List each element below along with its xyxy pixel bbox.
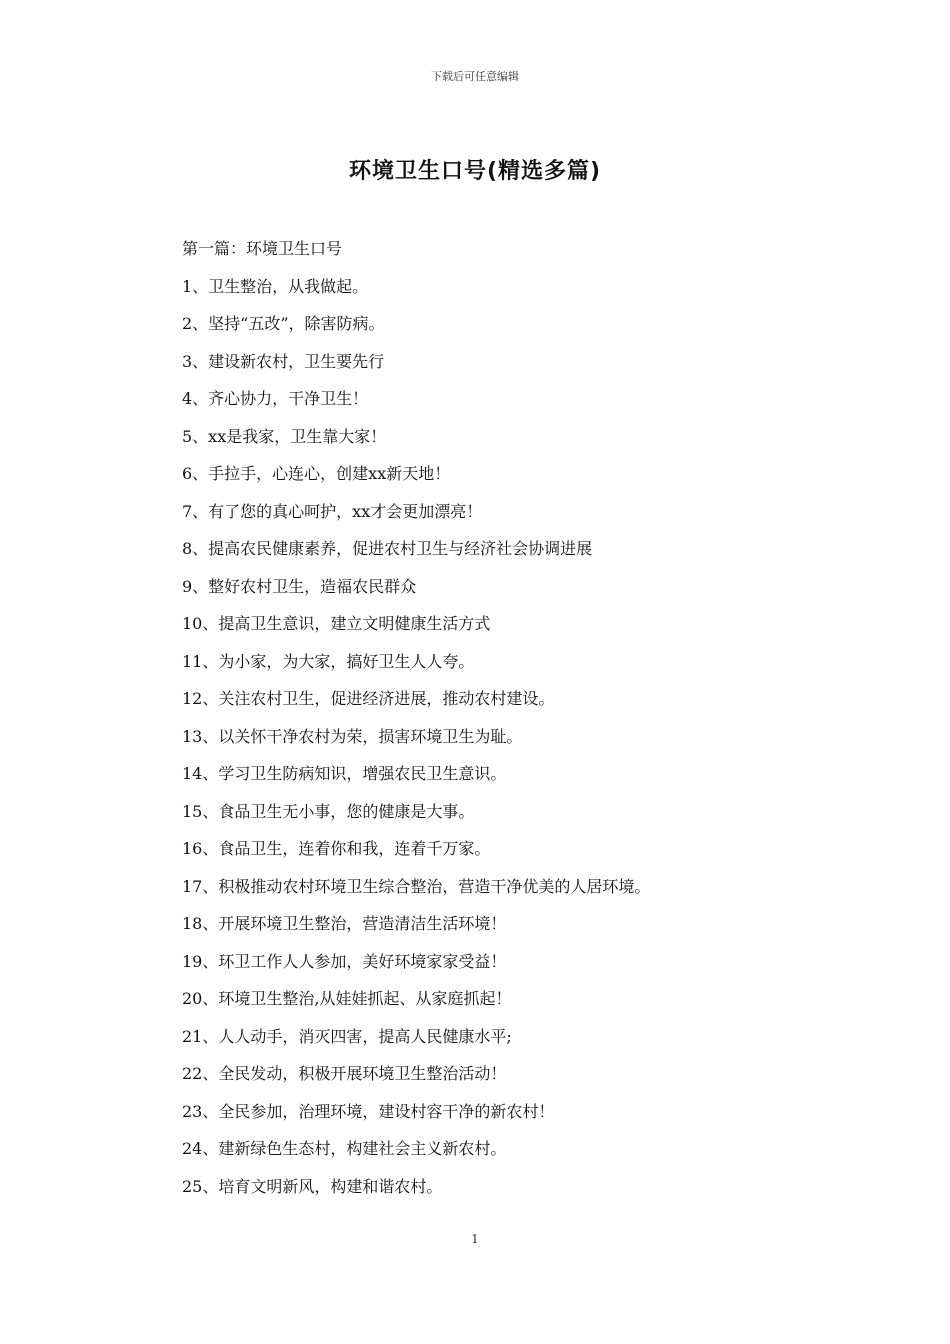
slogan-item: 7、有了您的真心呵护，xx才会更加漂亮！ bbox=[182, 501, 483, 521]
slogan-item: 4、齐心协力，干净卫生！ bbox=[182, 389, 369, 408]
slogan-item: 1、卫生整治，从我做起。 bbox=[182, 276, 369, 296]
slogan-item: 24、建新绿色生态村，构建社会主义新农村。 bbox=[182, 1139, 507, 1158]
slogan-item: 10、提高卫生意识，建立文明健康生活方式 bbox=[182, 614, 491, 633]
page-number: 1 bbox=[471, 1232, 479, 1246]
slogan-item: 13、以关怀干净农村为荣，损害环境卫生为耻。 bbox=[182, 726, 523, 746]
slogan-item: 15、食品卫生无小事，您的健康是大事。 bbox=[182, 801, 475, 821]
slogan-item: 17、积极推动农村环境卫生综合整治，营造干净优美的人居环境。 bbox=[182, 876, 651, 896]
slogan-item: 18、开展环境卫生整治，营造清洁生活环境！ bbox=[182, 914, 507, 933]
slogan-item: 25、培育文明新风，构建和谐农村。 bbox=[182, 1176, 443, 1196]
slogan-item: 21、人人动手，消灭四害，提高人民健康水平; bbox=[182, 1026, 512, 1046]
slogan-item: 8、提高农民健康素养，促进农村卫生与经济社会协调进展 bbox=[182, 539, 593, 558]
slogan-item: 5、xx是我家，卫生靠大家！ bbox=[182, 426, 387, 446]
slogan-item: 6、手拉手，心连心，创建xx新天地！ bbox=[182, 464, 451, 483]
slogan-item: 19、环卫工作人人参加，美好环境家家受益！ bbox=[182, 951, 507, 971]
slogan-item: 20、环境卫生整治,从娃娃抓起、从家庭抓起！ bbox=[182, 989, 512, 1008]
slogan-item: 22、全民发动，积极开展环境卫生整治活动！ bbox=[182, 1064, 507, 1083]
document-body bbox=[182, 234, 782, 1209]
slogan-item: 2、坚持“五改”，除害防病。 bbox=[182, 314, 385, 333]
section-heading: 第一篇：环境卫生口号 bbox=[182, 239, 343, 258]
slogan-item: 14、学习卫生防病知识，增强农民卫生意识。 bbox=[182, 764, 507, 783]
slogan-item: 11、为小家，为大家，搞好卫生人人夸。 bbox=[182, 651, 475, 671]
page-header: 下载后可任意编辑 bbox=[431, 70, 519, 83]
slogan-item: 12、关注农村卫生，促进经济进展，推动农村建设。 bbox=[182, 689, 555, 708]
slogan-item: 3、建设新农村，卫生要先行 bbox=[182, 351, 385, 371]
document-title: 环境卫生口号(精选多篇) bbox=[348, 159, 602, 184]
slogan-item: 23、全民参加，治理环境，建设村容干净的新农村！ bbox=[182, 1101, 555, 1121]
slogan-list bbox=[182, 272, 782, 1210]
slogan-item: 9、整好农村卫生，造福农民群众 bbox=[182, 576, 417, 596]
slogan-item: 16、食品卫生，连着你和我，连着千万家。 bbox=[182, 839, 491, 858]
